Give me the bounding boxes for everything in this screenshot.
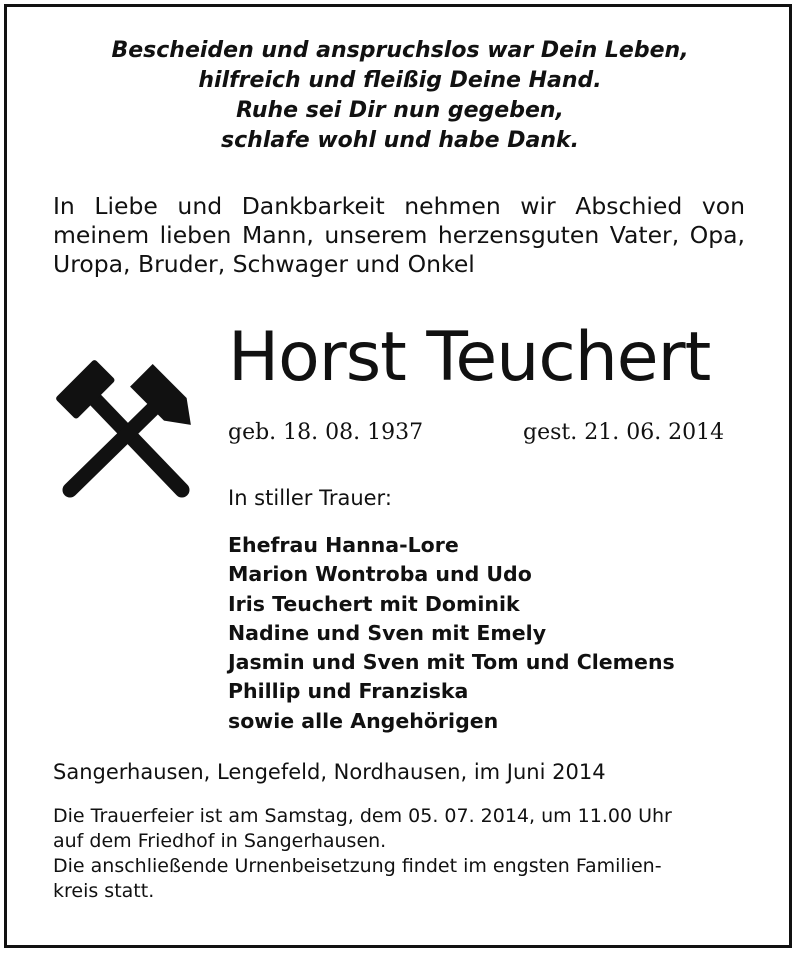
family-member: Ehefrau Hanna-Lore [228, 533, 459, 557]
crossed-hammers-icon [48, 352, 218, 502]
family-member: Marion Wontroba und Udo [228, 562, 532, 587]
family-member: Nadine und Sven mit Emely [228, 620, 547, 645]
birth-date: geb. 18. 08. 1937 [228, 420, 424, 445]
poem-line: Ruhe sei Dir nun gegeben, [236, 98, 564, 123]
intro-line: In Liebe und Dankbarkeit nehmen wir Abschied von [53, 192, 745, 220]
mourning-label: In stiller Trauer: [228, 486, 392, 510]
family-member: Jasmin und Sven mit Tom und Clemens [228, 650, 675, 675]
poem-line: schlafe wohl und habe Dank. [221, 128, 579, 153]
memorial-poem [40, 36, 760, 156]
poem-line: hilfreich und fleißig Deine Hand. [198, 68, 602, 93]
funeral-line: Die anschließende Urnenbeisetzung findet im engsten Familien- [53, 855, 662, 877]
poem-line: Bescheiden und anspruchslos war Dein Leben, [111, 38, 689, 63]
family-list [228, 531, 675, 736]
farewell-intro [53, 192, 745, 279]
family-member: sowie alle Angehörigen [228, 708, 499, 733]
place-and-date: Sangerhausen, Lengefeld, Nordhausen, im Juni 2014 [53, 760, 606, 784]
family-member: Iris Teuchert mit Dominik [228, 591, 520, 616]
funeral-line: kreis statt. [53, 880, 155, 902]
intro-line: meinem lieben Mann, unserem herzensguten Vater, Opa, [53, 221, 745, 249]
family-member: Phillip und Franziska [228, 679, 469, 704]
funeral-line: auf dem Friedhof in Sangerhausen. [53, 830, 387, 852]
funeral-info [53, 804, 747, 904]
deceased-name: Horst Teuchert [228, 318, 711, 397]
death-date: gest. 21. 06. 2014 [523, 420, 725, 445]
funeral-line: Die Trauerfeier ist am Samstag, dem 05. 07. 2014, um 11.00 Uhr [53, 805, 672, 827]
intro-line: Uropa, Bruder, Schwager und Onkel [53, 250, 475, 278]
